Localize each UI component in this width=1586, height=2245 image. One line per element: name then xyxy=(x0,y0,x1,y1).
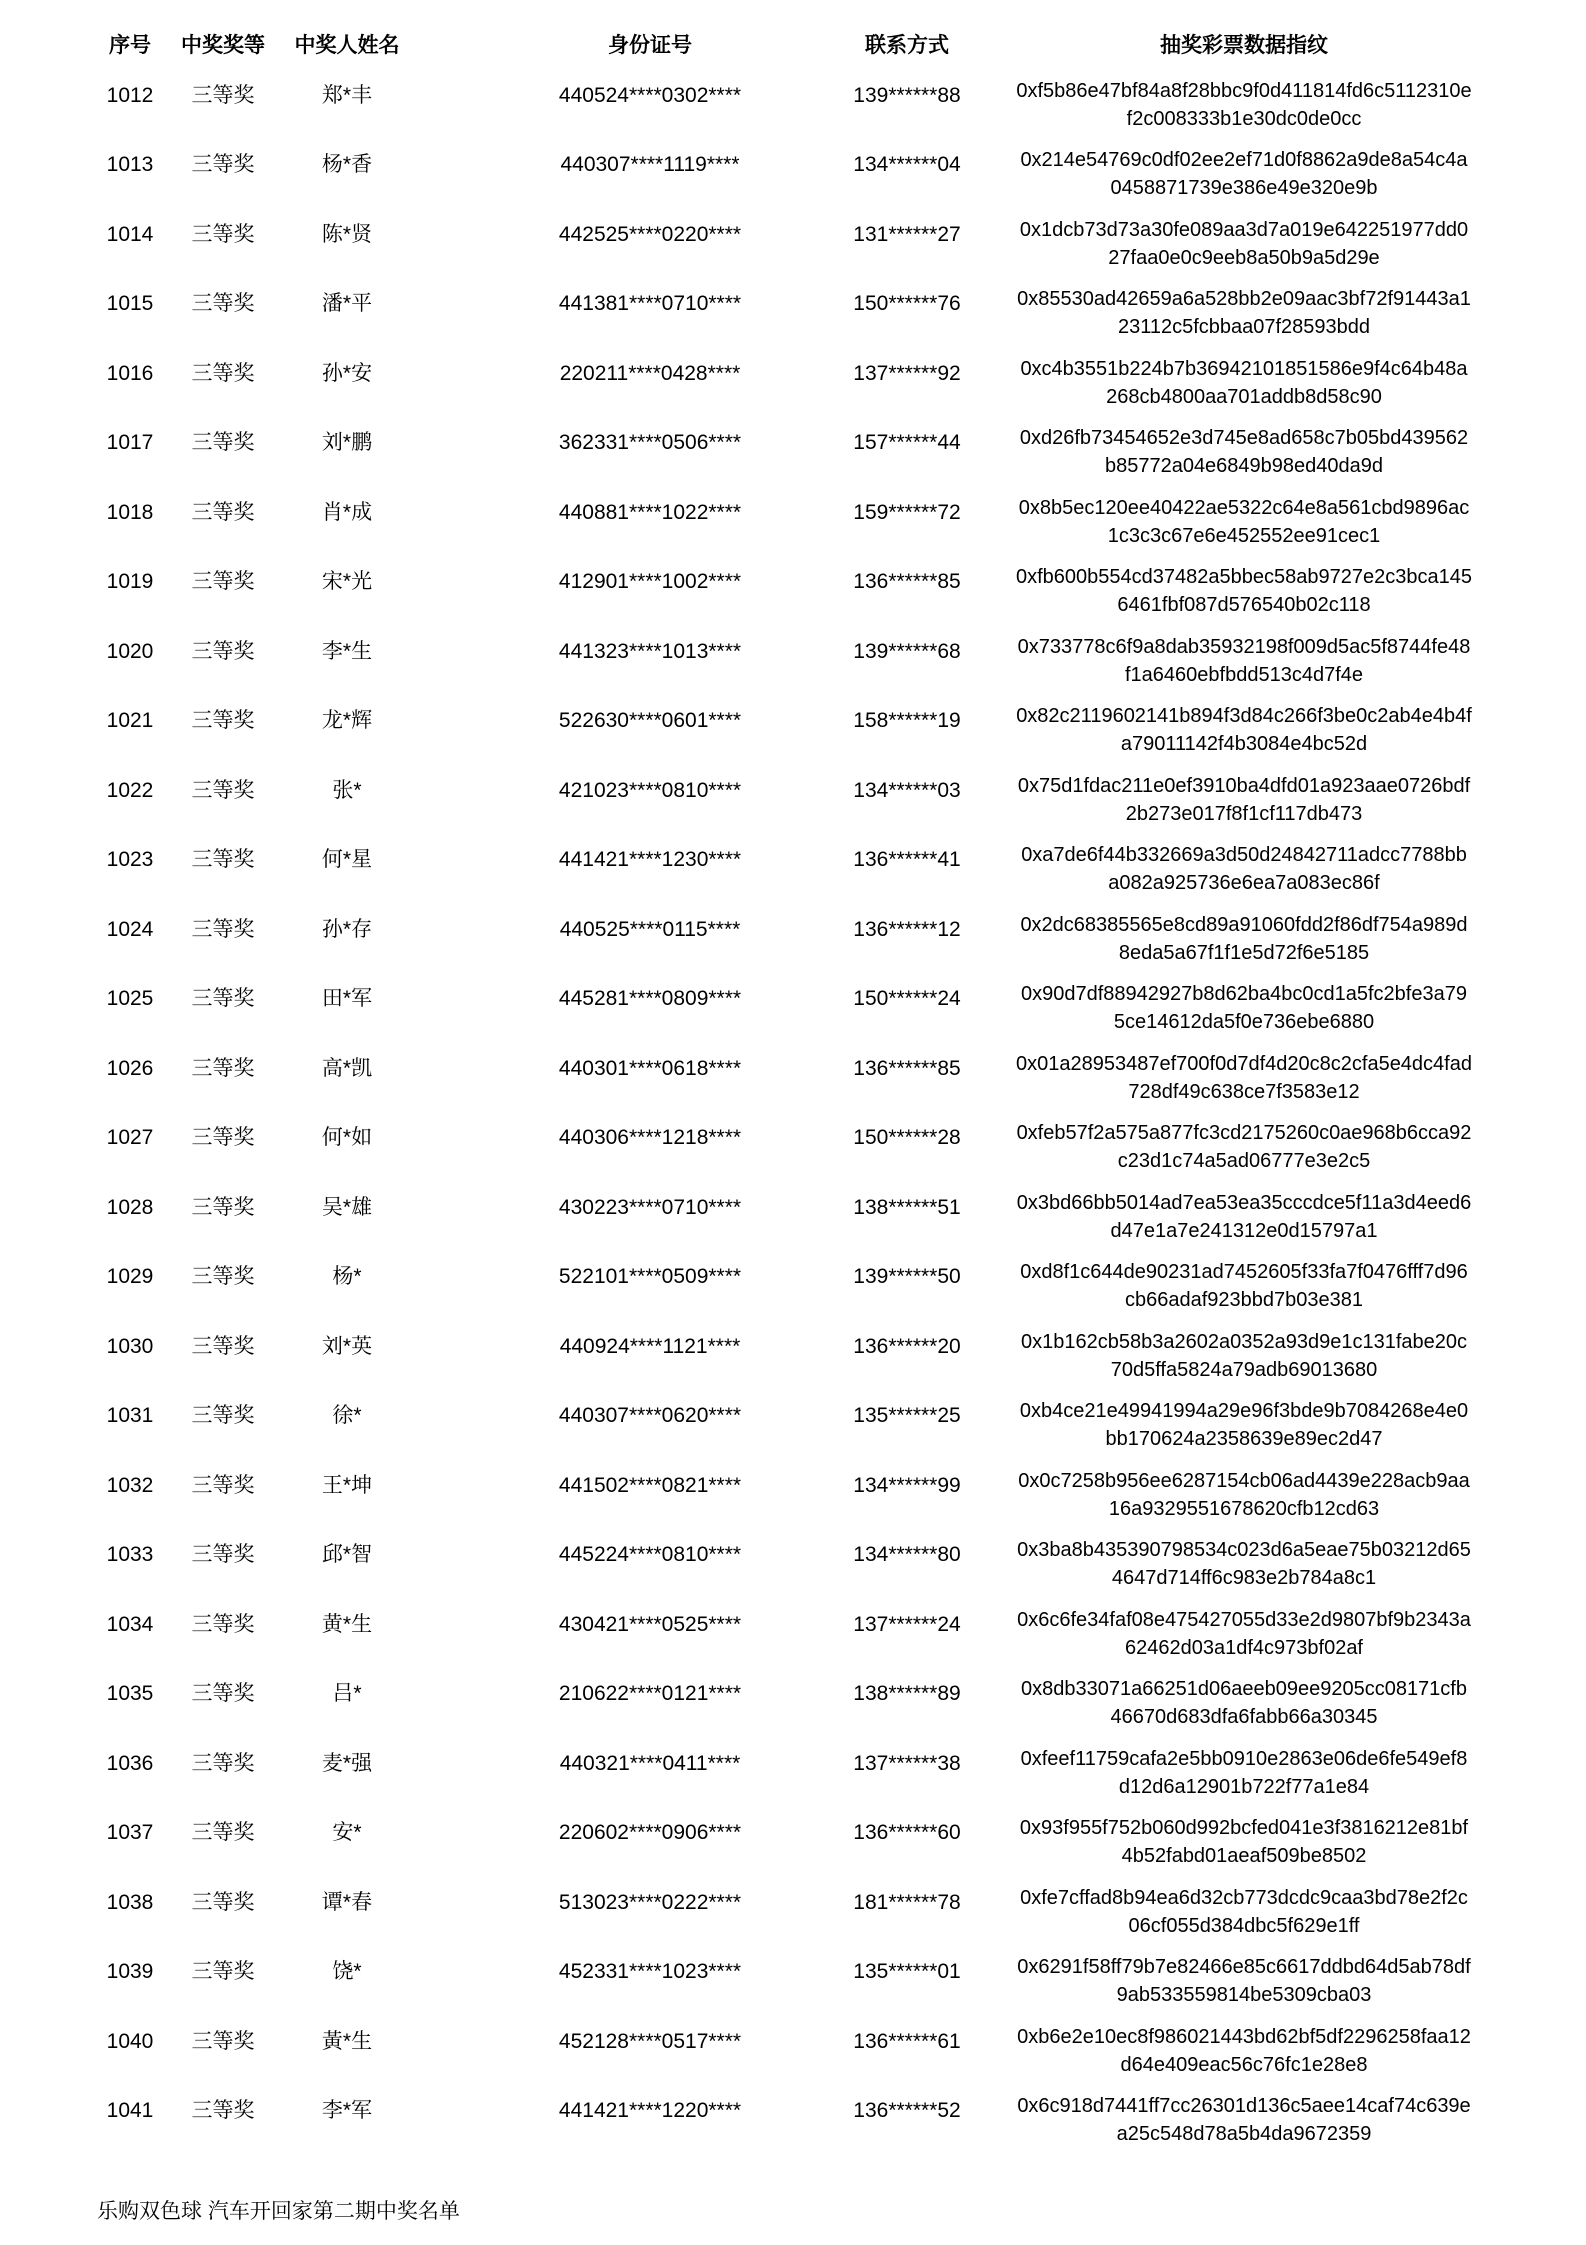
table-row xyxy=(84,557,1586,627)
table-row xyxy=(84,1738,1586,1808)
table-row xyxy=(84,1113,1586,1183)
cell-id-number: 441323****1013**** xyxy=(558,639,742,663)
cell-id-number: 441421****1220**** xyxy=(558,2099,742,2123)
cell-prize: 三等奖 xyxy=(191,2099,255,2123)
cell-seq: 1032 xyxy=(106,1473,154,1497)
cell-fingerprint: 0x1b162cb58b3a2602a0352a93d9e1c131fabe20c70d5ffa5824a79adb69013680 xyxy=(1021,1330,1467,1381)
cell-seq: 1018 xyxy=(106,500,154,524)
cell-seq: 1036 xyxy=(106,1751,154,1775)
cell-id-number: 430223****0710**** xyxy=(558,1195,742,1219)
cell-seq: 1017 xyxy=(106,431,154,455)
cell-phone: 136******12 xyxy=(853,917,961,941)
cell-name: 吕* xyxy=(332,1682,362,1706)
table-row xyxy=(84,1877,1586,1947)
cell-phone: 157******44 xyxy=(853,431,961,455)
cell-id-number: 440307****0620**** xyxy=(558,1404,742,1428)
cell-fingerprint: 0x6291f58ff79b7e82466e85c6617ddbd64d5ab78df9ab533559814be5309cba03 xyxy=(1017,1956,1471,2007)
cell-phone: 181******78 xyxy=(853,1890,961,1914)
cell-fingerprint: 0x0c7258b956ee6287154cb06ad4439e228acb9aa16a9329551678620cfb12cd63 xyxy=(1018,1469,1470,1520)
cell-id-number: 522630****0601**** xyxy=(558,709,742,733)
cell-seq: 1027 xyxy=(106,1126,154,1150)
cell-seq: 1015 xyxy=(106,292,154,316)
cell-phone: 150******24 xyxy=(853,987,961,1011)
table-row xyxy=(84,1460,1586,1530)
cell-name: 徐* xyxy=(332,1404,362,1428)
table-row xyxy=(84,1391,1586,1461)
cell-id-number: 440881****1022**** xyxy=(558,500,742,524)
cell-name: 郑*丰 xyxy=(321,83,373,107)
cell-fingerprint: 0xd26fb73454652e3d745e8ad658c7b05bd439562b85772a04e6849b98ed40da9d xyxy=(1019,427,1469,478)
cell-fingerprint: 0x93f955f752b060d992bcfed041e3f3816212e81bf4b52fabd01aeaf509be8502 xyxy=(1019,1817,1469,1868)
cell-id-number: 522101****0509**** xyxy=(558,1265,742,1289)
table-row xyxy=(84,1808,1586,1878)
cell-id-number: 362331****0506**** xyxy=(558,431,742,455)
cell-name: 李*生 xyxy=(321,639,373,663)
cell-phone: 131******27 xyxy=(853,222,961,246)
cell-fingerprint: 0x85530ad42659a6a528bb2e09aac3bf72f91443a123112c5fcbbaa07f28593bdd xyxy=(1017,288,1471,339)
cell-seq: 1024 xyxy=(106,917,154,941)
cell-phone: 136******41 xyxy=(853,848,961,872)
cell-id-number: 452128****0517**** xyxy=(558,2029,742,2053)
table-row xyxy=(84,2086,1586,2156)
cell-name: 麦*强 xyxy=(321,1751,373,1775)
cell-phone: 137******92 xyxy=(853,361,961,385)
table-row xyxy=(84,1530,1586,1600)
cell-fingerprint: 0x3bd66bb5014ad7ea53ea35cccdce5f11a3d4eed6d47e1a7e241312e0d15797a1 xyxy=(1016,1191,1472,1242)
cell-phone: 139******68 xyxy=(853,639,961,663)
cell-seq: 1041 xyxy=(106,2099,154,2123)
cell-seq: 1013 xyxy=(106,153,154,177)
cell-fingerprint: 0x01a28953487ef700f0d7df4d20c8c2cfa5e4dc4fad728df49c638ce7f3583e12 xyxy=(1016,1052,1472,1103)
cell-prize: 三等奖 xyxy=(191,778,255,802)
cell-prize: 三等奖 xyxy=(191,639,255,663)
cell-seq: 1023 xyxy=(106,848,154,872)
cell-name: 孙*安 xyxy=(321,361,373,385)
cell-prize: 三等奖 xyxy=(191,431,255,455)
cell-seq: 1038 xyxy=(106,1890,154,1914)
cell-prize: 三等奖 xyxy=(191,83,255,107)
table-row xyxy=(84,487,1586,557)
cell-phone: 139******88 xyxy=(853,83,961,107)
cell-name: 肖*成 xyxy=(321,500,373,524)
cell-seq: 1021 xyxy=(106,709,154,733)
cell-id-number: 220602****0906**** xyxy=(558,1821,742,1845)
table-row xyxy=(84,835,1586,905)
header-prize: 中奖奖等 xyxy=(181,33,265,57)
table-row xyxy=(84,1252,1586,1322)
cell-phone: 150******28 xyxy=(853,1126,961,1150)
cell-phone: 138******51 xyxy=(853,1195,961,1219)
table-header-row xyxy=(84,22,1586,70)
cell-prize: 三等奖 xyxy=(191,1543,255,1567)
cell-name: 杨* xyxy=(332,1265,362,1289)
cell-id-number: 513023****0222**** xyxy=(558,1890,742,1914)
table-body xyxy=(84,70,1586,2155)
cell-phone: 136******61 xyxy=(853,2029,961,2053)
table-row xyxy=(84,418,1586,488)
table-row xyxy=(84,348,1586,418)
cell-seq: 1028 xyxy=(106,1195,154,1219)
cell-fingerprint: 0x82c2119602141b894f3d84c266f3be0c2ab4e4b4fa79011142f4b3084e4bc52d xyxy=(1016,705,1472,756)
cell-name: 黄*生 xyxy=(321,1612,373,1636)
cell-seq: 1037 xyxy=(106,1821,154,1845)
cell-phone: 134******99 xyxy=(853,1473,961,1497)
cell-seq: 1025 xyxy=(106,987,154,1011)
cell-prize: 三等奖 xyxy=(191,2029,255,2053)
cell-seq: 1012 xyxy=(106,83,154,107)
cell-seq: 1031 xyxy=(106,1404,154,1428)
cell-prize: 三等奖 xyxy=(191,500,255,524)
table-row xyxy=(84,70,1586,140)
cell-fingerprint: 0x8db33071a66251d06aeeb09ee9205cc08171cfb46670d683dfa6fabb66a30345 xyxy=(1021,1678,1467,1729)
cell-name: 饶* xyxy=(332,1960,362,1984)
header-seq: 序号 xyxy=(109,33,151,57)
table-row xyxy=(84,2016,1586,2086)
cell-fingerprint: 0xb6e2e10ec8f986021443bd62bf5df2296258faa12d64e409eac56c76fc1e28e8 xyxy=(1017,2025,1471,2076)
cell-prize: 三等奖 xyxy=(191,1682,255,1706)
table-row xyxy=(84,904,1586,974)
cell-prize: 三等奖 xyxy=(191,709,255,733)
table-row xyxy=(84,765,1586,835)
cell-phone: 136******85 xyxy=(853,570,961,594)
cell-name: 宋*光 xyxy=(321,570,373,594)
cell-fingerprint: 0x1dcb73d73a30fe089aa3d7a019e642251977dd027faa0e0c9eeb8a50b9a5d29e xyxy=(1019,218,1469,269)
cell-id-number: 441421****1230**** xyxy=(558,848,742,872)
cell-fingerprint: 0xb4ce21e49941994a29e96f3bde9b7084268e4e0bb170624a2358639e89ec2d47 xyxy=(1019,1400,1469,1451)
cell-seq: 1033 xyxy=(106,1543,154,1567)
cell-fingerprint: 0x6c918d7441ff7cc26301d136c5aee14caf74c639ea25c548d78a5b4da9672359 xyxy=(1017,2095,1471,2146)
table-row xyxy=(84,1947,1586,2017)
cell-fingerprint: 0xd8f1c644de90231ad7452605f33fa7f0476fff7d96cb66adaf923bbd7b03e381 xyxy=(1020,1261,1468,1312)
cell-prize: 三等奖 xyxy=(191,1960,255,1984)
cell-phone: 136******60 xyxy=(853,1821,961,1845)
cell-seq: 1029 xyxy=(106,1265,154,1289)
cell-name: 李*军 xyxy=(321,2099,373,2123)
cell-prize: 三等奖 xyxy=(191,1751,255,1775)
cell-phone: 159******72 xyxy=(853,500,961,524)
table-row xyxy=(84,1043,1586,1113)
cell-phone: 135******25 xyxy=(853,1404,961,1428)
cell-seq: 1026 xyxy=(106,1056,154,1080)
cell-name: 安* xyxy=(332,1821,362,1845)
table-row xyxy=(84,626,1586,696)
cell-seq: 1014 xyxy=(106,222,154,246)
cell-id-number: 440301****0618**** xyxy=(558,1056,742,1080)
cell-phone: 158******19 xyxy=(853,709,961,733)
cell-seq: 1022 xyxy=(106,778,154,802)
cell-fingerprint: 0xfb600b554cd37482a5bbec58ab9727e2c3bca1456461fbf087d576540b02c118 xyxy=(1016,566,1472,617)
cell-prize: 三等奖 xyxy=(191,292,255,316)
cell-fingerprint: 0x3ba8b435390798534c023d6a5eae75b03212d654647d714ff6c983e2b784a8c1 xyxy=(1017,1539,1471,1590)
cell-phone: 136******20 xyxy=(853,1334,961,1358)
cell-id-number: 430421****0525**** xyxy=(558,1612,742,1636)
header-phone: 联系方式 xyxy=(865,33,949,57)
cell-prize: 三等奖 xyxy=(191,1473,255,1497)
page-footer-title: 乐购双色球 汽车开回家第二期中奖名单 xyxy=(97,2200,460,2223)
cell-prize: 三等奖 xyxy=(191,1126,255,1150)
cell-id-number: 442525****0220**** xyxy=(558,222,742,246)
cell-fingerprint: 0x75d1fdac211e0ef3910ba4dfd01a923aae0726bdf2b273e017f8f1cf117db473 xyxy=(1017,774,1471,825)
cell-phone: 150******76 xyxy=(853,292,961,316)
cell-id-number: 440525****0115**** xyxy=(559,917,741,941)
cell-prize: 三等奖 xyxy=(191,153,255,177)
cell-prize: 三等奖 xyxy=(191,1334,255,1358)
cell-id-number: 440306****1218**** xyxy=(558,1126,742,1150)
cell-name: 刘*鹏 xyxy=(321,431,373,455)
cell-prize: 三等奖 xyxy=(191,1890,255,1914)
cell-seq: 1016 xyxy=(106,361,154,385)
cell-prize: 三等奖 xyxy=(191,222,255,246)
cell-phone: 136******52 xyxy=(853,2099,961,2123)
cell-name: 何*如 xyxy=(321,1126,373,1150)
cell-phone: 134******03 xyxy=(853,778,961,802)
cell-fingerprint: 0x6c6fe34faf08e475427055d33e2d9807bf9b2343a62462d03a1df4c973bf02af xyxy=(1017,1608,1471,1659)
cell-fingerprint: 0x90d7df88942927b8d62ba4bc0cd1a5fc2bfe3a795ce14612da5f0e736ebe6880 xyxy=(1021,983,1467,1034)
cell-seq: 1039 xyxy=(106,1960,154,1984)
cell-id-number: 421023****0810**** xyxy=(558,778,742,802)
header-name: 中奖人姓名 xyxy=(294,33,400,57)
cell-name: 龙*辉 xyxy=(321,709,373,733)
cell-name: 何*星 xyxy=(321,848,373,872)
table-row xyxy=(84,1321,1586,1391)
cell-prize: 三等奖 xyxy=(191,917,255,941)
cell-id-number: 440321****0411**** xyxy=(559,1751,741,1775)
cell-prize: 三等奖 xyxy=(191,1821,255,1845)
cell-seq: 1034 xyxy=(106,1612,154,1636)
cell-phone: 134******04 xyxy=(853,153,961,177)
cell-id-number: 445281****0809**** xyxy=(558,987,742,1011)
cell-name: 田*军 xyxy=(321,987,373,1011)
table-row xyxy=(84,696,1586,766)
cell-name: 吴*雄 xyxy=(321,1195,373,1219)
cell-fingerprint: 0x733778c6f9a8dab35932198f009d5ac5f8744fe48f1a6460ebfbdd513c4d7f4e xyxy=(1017,635,1471,686)
cell-phone: 134******80 xyxy=(853,1543,961,1567)
cell-fingerprint: 0x214e54769c0df02ee2ef71d0f8862a9de8a54c4a0458871739e386e49e320e9b xyxy=(1020,149,1468,200)
cell-name: 张* xyxy=(332,778,362,802)
cell-fingerprint: 0xfeef11759cafa2e5bb0910e2863e06de6fe549ef8d12d6a12901b722f77a1e84 xyxy=(1020,1747,1468,1798)
cell-name: 王*坤 xyxy=(321,1473,373,1497)
cell-name: 黃*生 xyxy=(321,2029,373,2053)
cell-prize: 三等奖 xyxy=(191,1612,255,1636)
header-fingerprint: 抽奖彩票数据指纹 xyxy=(1160,33,1328,57)
cell-fingerprint: 0xf5b86e47bf84a8f28bbc9f0d411814fd6c5112310ef2c008333b1e30dc0de0cc xyxy=(1016,79,1472,130)
cell-name: 邱*智 xyxy=(321,1543,373,1567)
cell-phone: 139******50 xyxy=(853,1265,961,1289)
cell-name: 潘*平 xyxy=(321,292,373,316)
cell-id-number: 441502****0821**** xyxy=(558,1473,742,1497)
cell-prize: 三等奖 xyxy=(191,848,255,872)
header-id-number: 身份证号 xyxy=(608,33,692,57)
cell-seq: 1030 xyxy=(106,1334,154,1358)
cell-fingerprint: 0xa7de6f44b332669a3d50d24842711adcc7788bba082a925736e6ea7a083ec86f xyxy=(1021,844,1467,895)
cell-fingerprint: 0xfeb57f2a575a877fc3cd2175260c0ae968b6cca92c23d1c74a5ad06777e3e2c5 xyxy=(1016,1122,1472,1173)
table-row xyxy=(84,279,1586,349)
cell-phone: 138******89 xyxy=(853,1682,961,1706)
table-row xyxy=(84,140,1586,210)
cell-id-number: 440307****1119**** xyxy=(560,153,740,177)
table-row xyxy=(84,209,1586,279)
cell-id-number: 441381****0710**** xyxy=(558,292,742,316)
cell-id-number: 440924****1121**** xyxy=(559,1334,741,1358)
cell-name: 高*凯 xyxy=(321,1056,373,1080)
table-row xyxy=(84,1182,1586,1252)
cell-prize: 三等奖 xyxy=(191,1265,255,1289)
cell-id-number: 412901****1002**** xyxy=(558,570,742,594)
table-row xyxy=(84,1599,1586,1669)
cell-phone: 137******38 xyxy=(853,1751,961,1775)
table-row xyxy=(84,1669,1586,1739)
cell-name: 刘*英 xyxy=(321,1334,373,1358)
cell-name: 孙*存 xyxy=(321,917,373,941)
cell-phone: 137******24 xyxy=(853,1612,961,1636)
cell-name: 谭*春 xyxy=(321,1890,373,1914)
cell-id-number: 210622****0121**** xyxy=(558,1682,742,1706)
cell-prize: 三等奖 xyxy=(191,1056,255,1080)
cell-prize: 三等奖 xyxy=(191,361,255,385)
cell-fingerprint: 0xc4b3551b224b7b36942101851586e9f4c64b48a268cb4800aa701addb8d58c90 xyxy=(1020,357,1468,408)
cell-seq: 1035 xyxy=(106,1682,154,1706)
cell-id-number: 440524****0302**** xyxy=(558,83,742,107)
cell-seq: 1019 xyxy=(106,570,154,594)
cell-id-number: 452331****1023**** xyxy=(558,1960,742,1984)
cell-phone: 136******85 xyxy=(853,1056,961,1080)
cell-seq: 1040 xyxy=(106,2029,154,2053)
cell-prize: 三等奖 xyxy=(191,1404,255,1428)
cell-id-number: 220211****0428**** xyxy=(559,361,741,385)
cell-name: 杨*香 xyxy=(321,153,373,177)
cell-fingerprint: 0x8b5ec120ee40422ae5322c64e8a561cbd9896ac1c3c3c67e6e452552ee91cec1 xyxy=(1018,496,1470,547)
cell-fingerprint: 0xfe7cffad8b94ea6d32cb773dcdc9caa3bd78e2f2c06cf055d384dbc5f629e1ff xyxy=(1020,1886,1468,1937)
cell-prize: 三等奖 xyxy=(191,987,255,1011)
table-row xyxy=(84,974,1586,1044)
cell-seq: 1020 xyxy=(106,639,154,663)
cell-prize: 三等奖 xyxy=(191,570,255,594)
cell-id-number: 445224****0810**** xyxy=(558,1543,742,1567)
cell-fingerprint: 0x2dc68385565e8cd89a91060fdd2f86df754a989d8eda5a67f1f1e5d72f6e5185 xyxy=(1020,913,1468,964)
cell-name: 陈*贤 xyxy=(321,222,373,246)
cell-phone: 135******01 xyxy=(853,1960,961,1984)
cell-prize: 三等奖 xyxy=(191,1195,255,1219)
